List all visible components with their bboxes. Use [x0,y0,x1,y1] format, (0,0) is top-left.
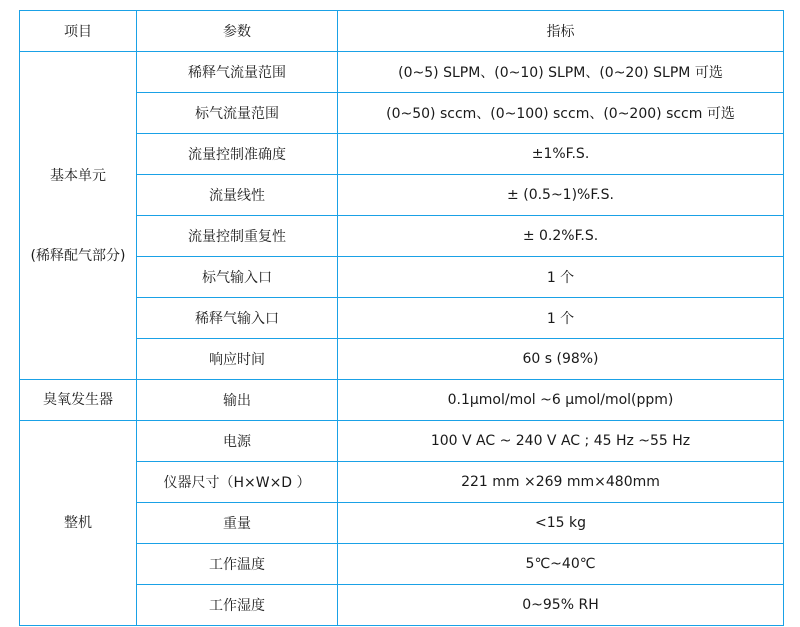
param-cell: 流量控制重复性 [137,216,338,257]
spec-table [19,10,784,626]
value-cell: 0~95% RH [338,585,784,626]
param-cell: 标气流量范围 [137,93,338,134]
param-cell: 流量线性 [137,175,338,216]
value-cell: 5℃~40℃ [338,544,784,585]
value-cell: ± 0.2%F.S. [338,216,784,257]
header-row [20,11,784,52]
header-param: 参数 [137,11,338,52]
param-cell: 稀释气流量范围 [137,52,338,93]
param-cell: 重量 [137,503,338,544]
param-cell: 工作温度 [137,544,338,585]
param-cell: 工作湿度 [137,585,338,626]
value-cell: (0~5) SLPM、(0~10) SLPM、(0~20) SLPM 可选 [338,52,784,93]
value-cell: ±1%F.S. [338,134,784,175]
value-cell: (0~50) sccm、(0~100) sccm、(0~200) sccm 可选 [338,93,784,134]
param-cell: 标气输入口 [137,257,338,298]
header-spec: 指标 [338,11,784,52]
table-row [20,52,784,93]
group-name: 基本单元 [50,167,106,184]
table-row [20,421,784,462]
value-cell: ± (0.5~1)%F.S. [338,175,784,216]
value-cell: 0.1μmol/mol ~6 μmol/mol(ppm) [338,380,784,421]
table-row [20,380,784,421]
value-cell: <15 kg [338,503,784,544]
group-cell-ozone-generator: 臭氧发生器 [20,380,137,421]
value-cell: 221 mm ×269 mm×480mm [338,462,784,503]
param-cell: 仪器尺寸（H×W×D ） [137,462,338,503]
header-item: 项目 [20,11,137,52]
value-cell: 1 个 [338,298,784,339]
group-cell-basic-unit [20,52,137,380]
value-cell: 100 V AC ~ 240 V AC ; 45 Hz ~55 Hz [338,421,784,462]
value-cell: 1 个 [338,257,784,298]
group-subname: (稀释配气部分) [30,247,126,264]
param-cell: 响应时间 [137,339,338,380]
value-cell: 60 s (98%) [338,339,784,380]
param-cell: 电源 [137,421,338,462]
group-cell-whole-unit: 整机 [20,421,137,626]
param-cell: 稀释气输入口 [137,298,338,339]
param-cell: 流量控制准确度 [137,134,338,175]
param-cell: 输出 [137,380,338,421]
